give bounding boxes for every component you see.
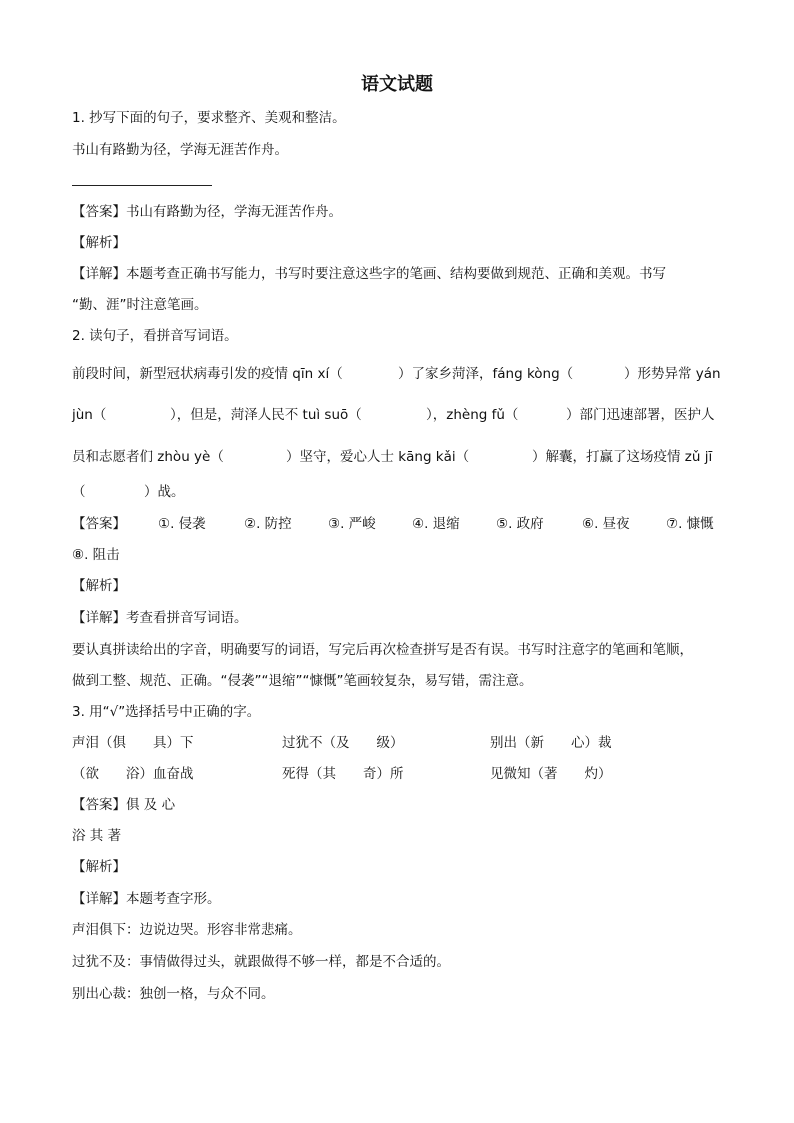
- q1-writing-line[interactable]: [72, 185, 212, 186]
- q2-prompt: 2. 读句子，看拼音写词语。: [72, 328, 238, 344]
- q3-detail-line-2: 声泪俱下：边说边哭。形容非常悲痛。: [72, 922, 302, 938]
- q2-answer-item: ⑦. 慷慨: [666, 516, 714, 532]
- q2-analysis-label: 【解析】: [72, 578, 126, 594]
- page-title: 语文试题: [361, 74, 433, 95]
- q3-detail-line-3: 过犹不及：事情做得过头，就跟做得不够一样，都是不合适的。: [72, 954, 450, 970]
- q2-answer-item: ⑤. 政府: [496, 516, 544, 532]
- q2-text-segment: ）战。: [144, 484, 185, 500]
- q2-text-segment: 员和志愿者们 zhòu yè（: [72, 449, 224, 465]
- q2-answer-item: ⑧. 阻击: [72, 547, 120, 563]
- q3-answer-line-1: 【答案】俱 及 心: [72, 797, 176, 813]
- q2-text-segment: jùn（: [72, 407, 107, 423]
- q1-detail-line-1: 【详解】本题考查正确书写能力，书写时要注意这些字的笔画、结构要做到规范、正确和美观。书写: [72, 266, 666, 282]
- q3-prompt: 3. 用“√”选择括号中正确的字。: [72, 704, 261, 720]
- q1-prompt: 1. 抄写下面的句子，要求整齐、美观和整洁。: [72, 110, 346, 126]
- q2-answer-label: 【答案】: [72, 516, 126, 532]
- q2-detail-line-2: 要认真拼读给出的字音，明确要写的词语，写完后再次检查拼写是否有误。书写时注意字的笔画和笔顺，: [72, 642, 693, 658]
- q1-answer: 【答案】书山有路勤为径，学海无涯苦作舟。: [72, 204, 342, 220]
- q2-text-segment: 前段时间，新型冠状病毒引发的疫情 qīn xí（: [72, 366, 343, 382]
- q3-choice-item: 死得（其 奇）所: [282, 766, 404, 782]
- q2-detail-line-1: 【详解】考查看拼音写词语。: [72, 610, 248, 626]
- q2-answer-item: ④. 退缩: [412, 516, 460, 532]
- q1-sentence: 书山有路勤为径，学海无涯苦作舟。: [72, 142, 288, 158]
- q2-text-segment: ）部门迅速部署，医护人: [566, 407, 715, 423]
- q2-text-segment: ）解囊，打赢了这场疫情 zǔ jī: [532, 449, 713, 465]
- q3-choice-item: 声泪（俱 具）下: [72, 735, 194, 751]
- q2-text-segment: ），但是，菏泽人民不 tuì suō（: [170, 407, 362, 423]
- q2-detail-line-3: 做到工整、规范、正确。“侵袭”“退缩”“慷慨”笔画较复杂，易写错，需注意。: [72, 673, 533, 689]
- q3-choice-item: 过犹不（及 级）: [282, 735, 404, 751]
- q2-text-segment: ）了家乡菏泽，fáng kòng（: [398, 366, 574, 382]
- q3-detail-line-1: 【详解】本题考查字形。: [72, 891, 221, 907]
- q3-detail-line-4: 别出心裁：独创一格，与众不同。: [72, 986, 275, 1002]
- q2-text-segment: ），zhèng fǔ（: [426, 407, 519, 423]
- q2-text-segment: ）形势异常 yán: [624, 366, 721, 382]
- q2-answer-item: ①. 侵袭: [158, 516, 206, 532]
- q2-answer-item: ⑥. 昼夜: [582, 516, 630, 532]
- q1-analysis-label: 【解析】: [72, 235, 126, 251]
- q3-analysis-label: 【解析】: [72, 859, 126, 875]
- q3-choice-item: 别出（新 心）裁: [490, 735, 612, 751]
- q2-text-segment: （: [72, 484, 86, 500]
- q3-choice-item: 见微知（著 灼）: [490, 766, 612, 782]
- q3-choice-item: （欲 浴）血奋战: [72, 766, 194, 782]
- q1-detail-line-2: “勤、涯”时注意笔画。: [72, 297, 208, 313]
- q2-answer-item: ③. 严峻: [328, 516, 376, 532]
- q2-text-segment: ）坚守，爱心人士 kāng kǎi（: [286, 449, 470, 465]
- q2-answer-item: ②. 防控: [244, 516, 292, 532]
- q3-answer-line-2: 浴 其 著: [72, 828, 122, 844]
